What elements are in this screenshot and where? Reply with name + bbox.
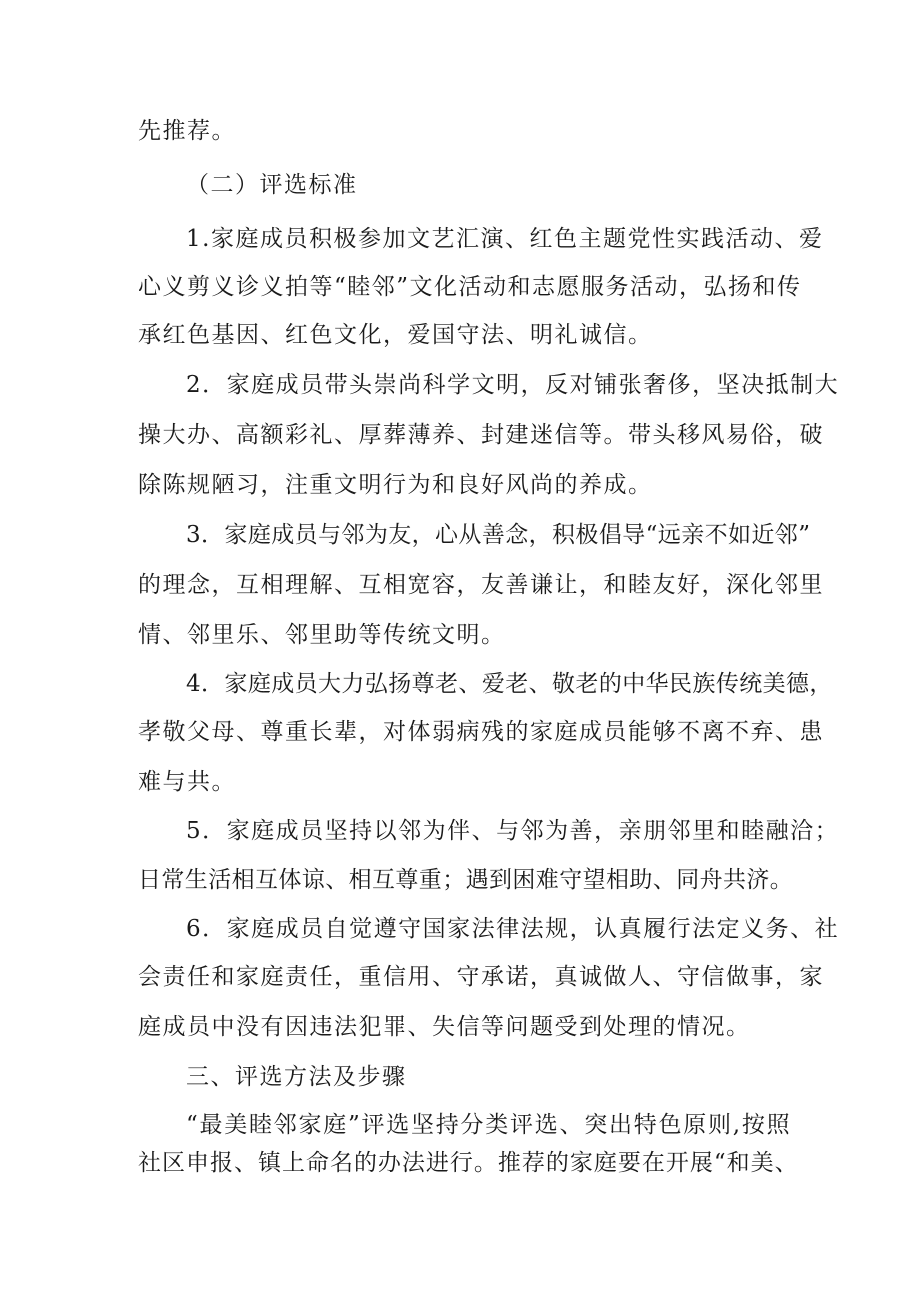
paragraph-line: 会责任和家庭责任，重信用、守承诺，真诚做人、守信做事，家 <box>138 964 824 990</box>
section-heading: 三、评选方法及步骤 <box>186 1064 407 1090</box>
paragraph-line: 3．家庭成员与邻为友，心从善念，积极倡导“远亲不如近邻” <box>186 522 811 548</box>
paragraph-line: 5．家庭成员坚持以邻为伴、与邻为善，亲朋邻里和睦融洽； <box>186 818 840 844</box>
paragraph-line: 的理念，互相理解、互相宽容，友善谦让，和睦友好，深化邻里 <box>138 572 824 598</box>
paragraph-line: 先推荐。 <box>138 118 236 144</box>
paragraph-line: 操大办、高额彩礼、厚葬薄养、封建迷信等。带头移风易俗，破 <box>138 422 824 448</box>
paragraph-line: 心义剪义诊义拍等“睦邻”文化活动和志愿服务活动，弘扬和传 <box>138 274 802 300</box>
paragraph-line: “最美睦邻家庭”评选坚持分类评选、突出特色原则,按照 <box>186 1112 790 1138</box>
paragraph-line: 1.家庭成员积极参加文艺汇演、红色主题党性实践活动、爱 <box>186 226 824 252</box>
paragraph-line: 孝敬父母、尊重长辈，对体弱病残的家庭成员能够不离不弃、患 <box>138 719 824 745</box>
paragraph-line: 6．家庭成员自觉遵守国家法律法规，认真履行法定义务、社 <box>186 916 840 942</box>
paragraph-line: 难与共。 <box>138 769 236 795</box>
paragraph-line: 庭成员中没有因违法犯罪、失信等问题受到处理的情况。 <box>138 1014 751 1040</box>
paragraph-line: 承红色基因、红色文化，爱国守法、明礼诚信。 <box>138 322 653 348</box>
paragraph-line: 社区申报、镇上命名的办法进行。推荐的家庭要在开展“和美、 <box>138 1150 798 1176</box>
paragraph-line: 日常生活相互体谅、相互尊重；遇到困难守望相助、同舟共济。 <box>138 867 794 893</box>
paragraph-line: 2．家庭成员带头崇尚科学文明，反对铺张奢侈，坚决抵制大 <box>186 372 840 398</box>
paragraph-line: 4．家庭成员大力弘扬尊老、爱老、敬老的中华民族传统美德， <box>186 671 833 697</box>
paragraph-line: 情、邻里乐、邻里助等传统文明。 <box>138 622 506 648</box>
section-heading: （二）评选标准 <box>186 172 358 198</box>
paragraph-line: 除陈规陋习，注重文明行为和良好风尚的养成。 <box>138 472 653 498</box>
